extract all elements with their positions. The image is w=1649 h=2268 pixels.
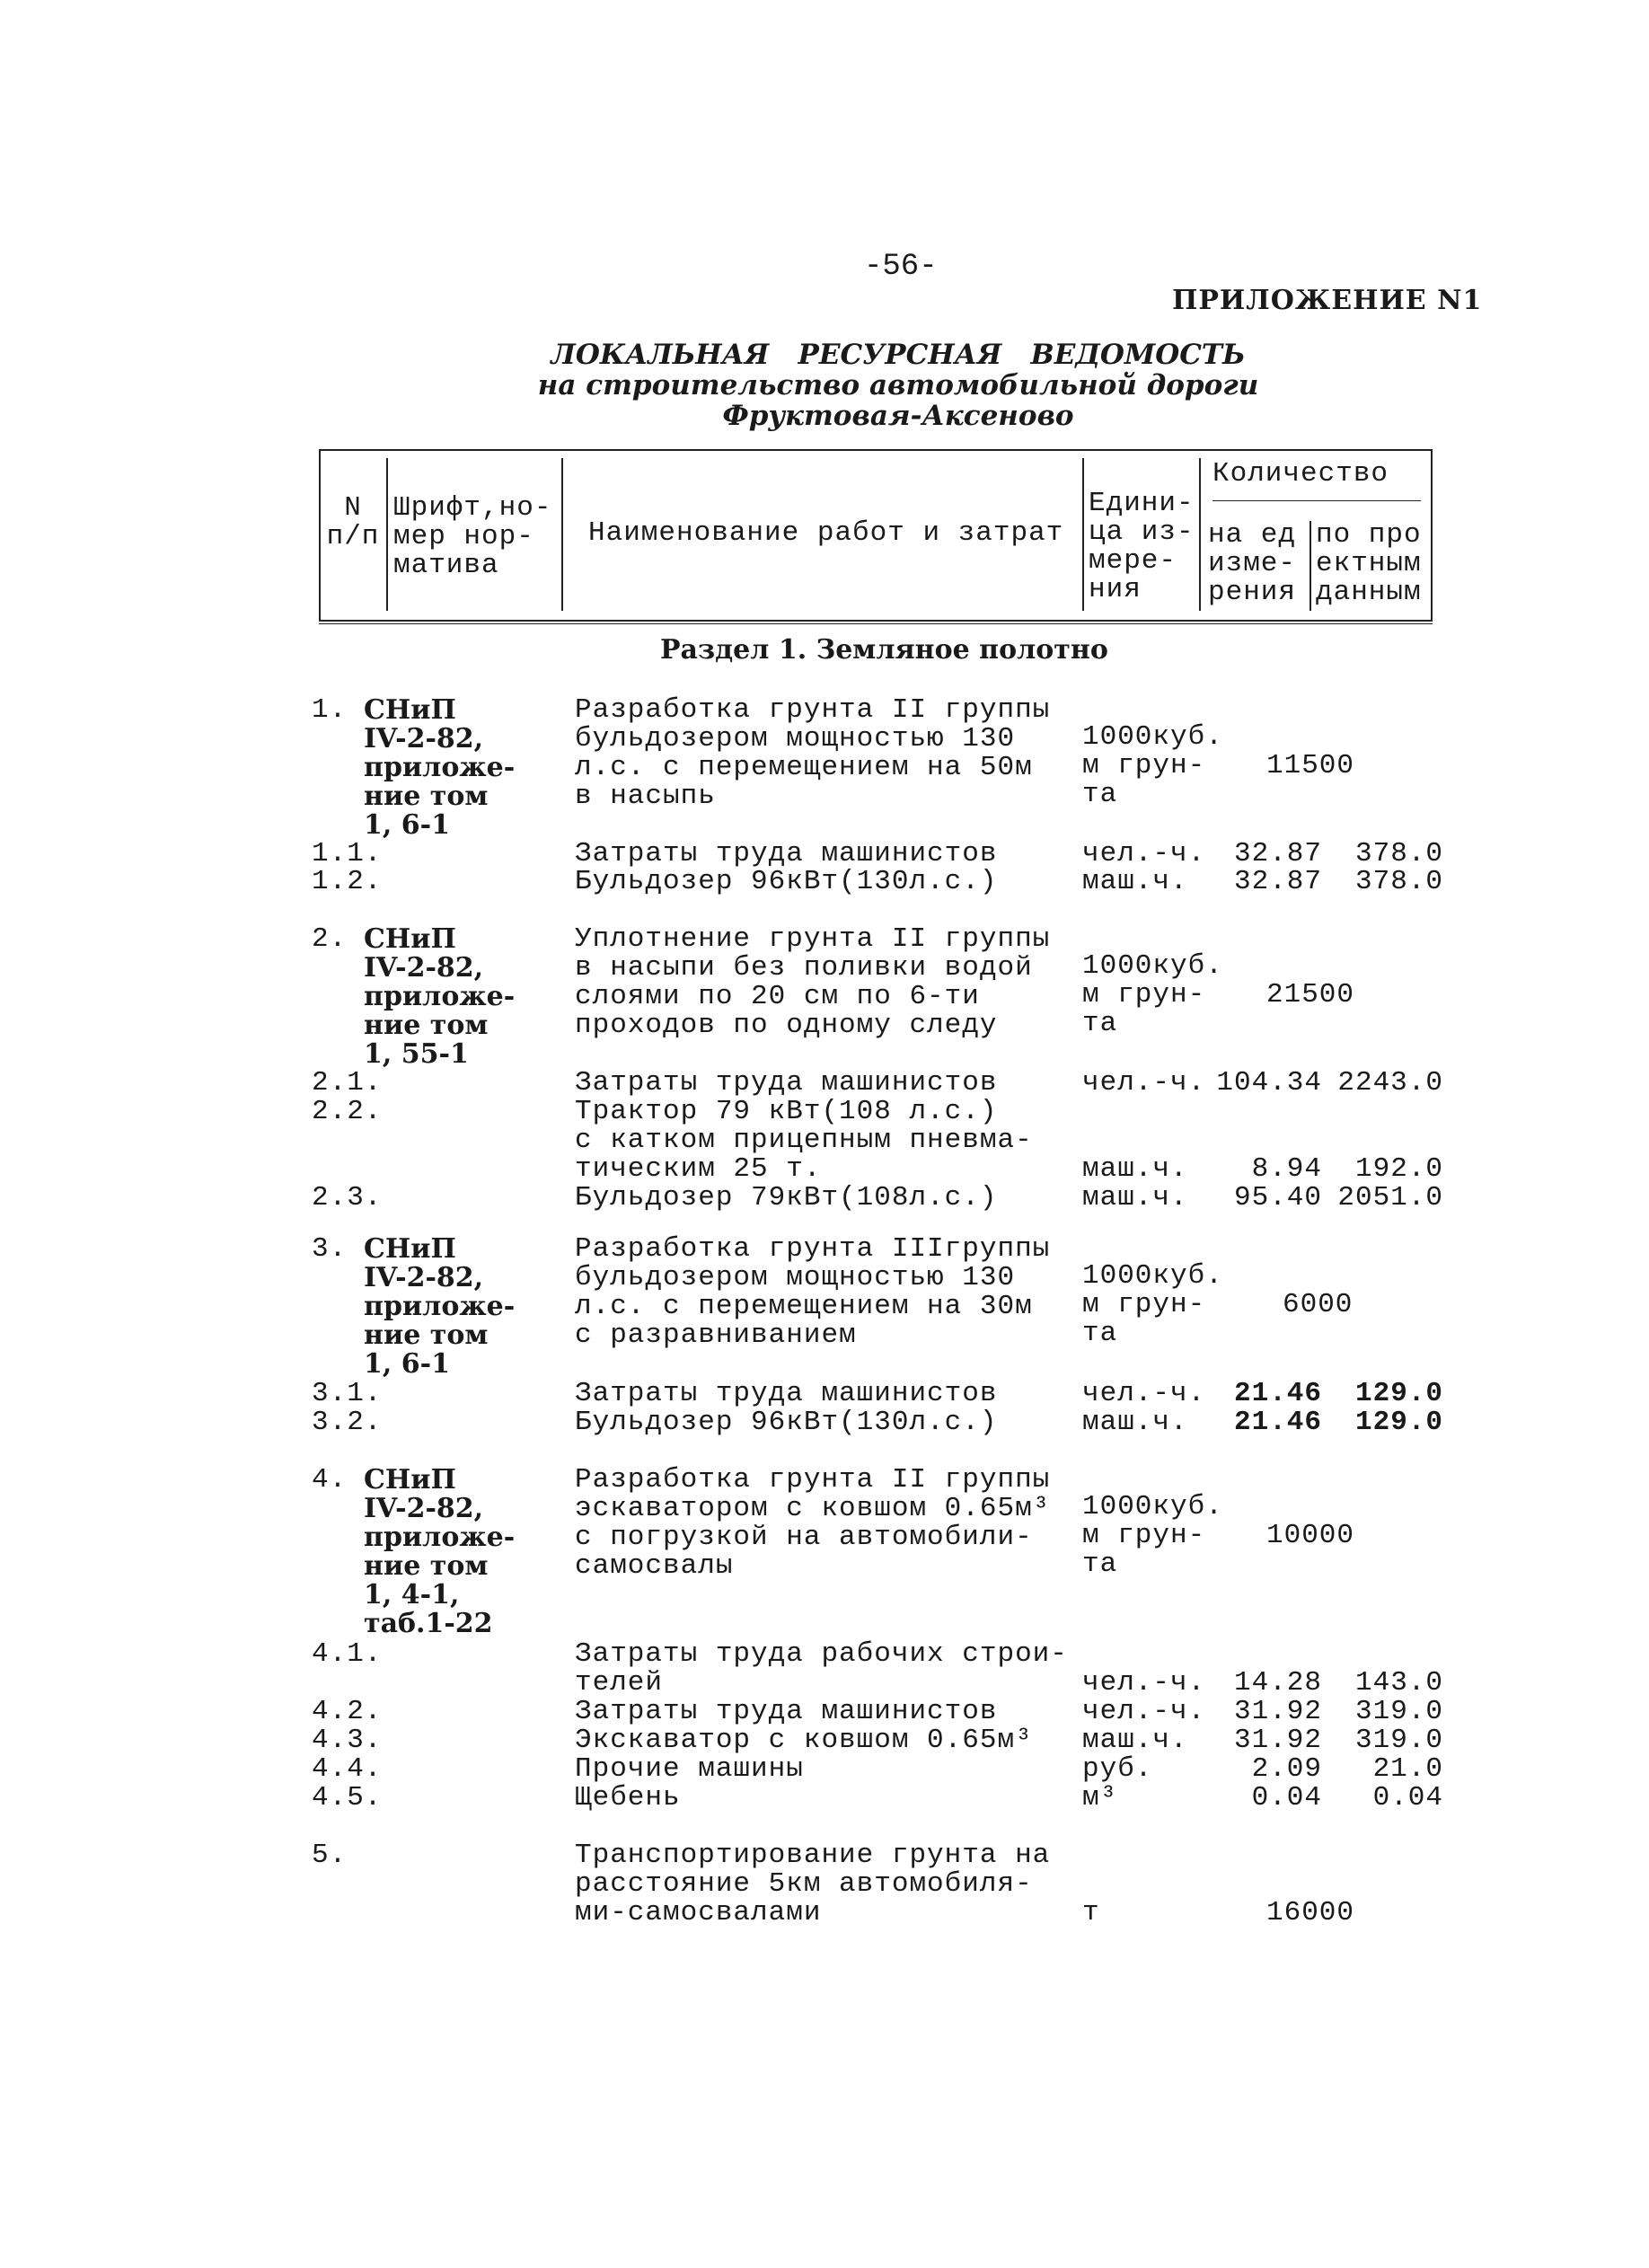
- header-col-qty: Количество: [1212, 458, 1389, 490]
- row-num: 4.3.: [312, 1725, 383, 1756]
- header-col-unit: Едини- ца из- мере- ния: [1089, 488, 1195, 605]
- row-name: Разработка грунта IIIгруппы бульдозером мощностью 130 л.с. с перемещением на 30м с разравниванием: [575, 1233, 1051, 1351]
- section-title: Раздел 1. Земляное полотно: [660, 634, 1108, 666]
- row-per-unit: 2.09: [1251, 1753, 1322, 1785]
- row-unit: 1000куб. м грун- та: [1082, 1491, 1223, 1580]
- row-name: Трактор 79 кВт(108 л.с.) с катком прицепным пневма- тическим 25 т.: [575, 1096, 1033, 1185]
- header-divider-3: [1082, 458, 1084, 611]
- row-unit: маш.ч.: [1082, 1153, 1188, 1185]
- row-per-unit: 0.04: [1251, 1782, 1322, 1814]
- row-unit: маш.ч.: [1082, 866, 1188, 897]
- header-right-border: [1431, 449, 1433, 620]
- row-num: 5.: [312, 1840, 348, 1871]
- header-top-rule: [319, 449, 1433, 451]
- header-col-name: Наименование работ и затрат: [588, 517, 1064, 549]
- row-unit: маш.ч.: [1082, 1407, 1188, 1438]
- header-bottom-rule-2: [319, 623, 1433, 624]
- row-per-unit: 31.92: [1233, 1725, 1322, 1756]
- row-per-unit: 32.87: [1233, 866, 1322, 897]
- header-divider-5: [1310, 521, 1311, 611]
- row-num: 2.2.: [312, 1096, 383, 1127]
- row-num: 4.: [312, 1464, 348, 1496]
- row-unit: маш.ч.: [1082, 1182, 1188, 1213]
- row-code: СНиП IV-2-82, приложе- ние том 1, 6-1: [364, 1233, 516, 1380]
- row-name: Бульдозер 96кВт(130л.с.): [575, 866, 998, 897]
- header-col-num: N п/п: [326, 492, 380, 552]
- row-per-unit: 14.28: [1233, 1667, 1322, 1699]
- row-code: СНиП IV-2-82, приложе- ние том 1, 55-1: [364, 923, 516, 1070]
- row-name: Экскаватор с ковшом 0.65м³: [575, 1725, 1033, 1756]
- document-title-line2: на строительство автомобильной дороги: [537, 369, 1259, 402]
- header-col-code: Шрифт,но- мер нор- матива: [393, 492, 552, 581]
- header-divider-4: [1199, 458, 1201, 611]
- row-num: 2.3.: [312, 1182, 383, 1213]
- row-total: 2051.0: [1337, 1182, 1443, 1213]
- row-unit: руб.: [1082, 1753, 1153, 1785]
- row-name: Разработка грунта II группы бульдозером мощностью 130 л.с. с перемещением на 50м в насыпь: [575, 694, 1051, 812]
- row-unit: м³: [1082, 1782, 1118, 1814]
- row-num: 4.4.: [312, 1753, 383, 1785]
- header-divider-2: [561, 458, 563, 611]
- row-per-unit: 8.94: [1251, 1153, 1322, 1185]
- row-total: 143.0: [1354, 1667, 1443, 1699]
- row-unit: чел.-ч.: [1082, 1696, 1206, 1727]
- row-total: 0.04: [1372, 1782, 1443, 1814]
- row-unit: 1000куб. м грун- та: [1082, 721, 1223, 810]
- row-name: Прочие машины: [575, 1753, 804, 1785]
- row-total: 378.0: [1354, 838, 1443, 869]
- row-total: 129.0: [1354, 1378, 1443, 1409]
- row-total: 10000: [1266, 1520, 1355, 1551]
- row-total: 11500: [1266, 750, 1355, 781]
- row-name: Затраты труда рабочих строи- телей: [575, 1638, 1068, 1699]
- row-name: Транспортирование грунта на расстояние 5км автомобиля- ми-самосвалами: [575, 1840, 1051, 1928]
- header-qty-rule: [1212, 500, 1421, 501]
- row-unit: чел.-ч.: [1082, 1378, 1206, 1409]
- row-total: 6000: [1283, 1289, 1354, 1320]
- header-col-qty-unit: на ед изме- рения: [1208, 519, 1297, 608]
- row-per-unit: 31.92: [1233, 1696, 1322, 1727]
- row-total: 21500: [1266, 979, 1355, 1010]
- row-num: 4.5.: [312, 1782, 383, 1814]
- row-num: 1.1.: [312, 838, 383, 869]
- header-bottom-rule: [319, 620, 1433, 622]
- row-total: 21.0: [1372, 1753, 1443, 1785]
- row-num: 1.: [312, 694, 348, 726]
- row-num: 2.1.: [312, 1067, 383, 1099]
- row-per-unit: 95.40: [1233, 1182, 1322, 1213]
- row-unit: чел.-ч.: [1082, 1667, 1206, 1699]
- header-divider-1: [386, 458, 388, 611]
- row-name: Разработка грунта II группы эскаватором с ковшом 0.65м³ с погрузкой на автомобили- самосвалы: [575, 1464, 1051, 1582]
- row-num: 2.: [312, 923, 348, 955]
- row-code: СНиП IV-2-82, приложе- ние том 1, 6-1: [364, 694, 516, 841]
- document-title-line3: Фруктовая-Аксеново: [722, 400, 1074, 432]
- row-num: 4.1.: [312, 1638, 383, 1670]
- row-num: 3.2.: [312, 1407, 383, 1438]
- row-unit: 1000куб. м грун- та: [1082, 950, 1223, 1039]
- row-total: 2243.0: [1337, 1067, 1443, 1099]
- row-unit: чел.-ч.: [1082, 1067, 1206, 1099]
- row-code: СНиП IV-2-82, приложе- ние том 1, 4-1, таб.1-22: [364, 1464, 516, 1639]
- row-per-unit: 104.34: [1216, 1067, 1322, 1099]
- document-title-line1: ЛОКАЛЬНАЯ РЕСУРСНАЯ ВЕДОМОСТЬ: [551, 339, 1246, 371]
- row-name: Щебень: [575, 1782, 681, 1814]
- row-name: Затраты труда машинистов: [575, 1067, 998, 1099]
- row-total: 129.0: [1354, 1407, 1443, 1438]
- row-unit: т: [1082, 1897, 1100, 1928]
- row-unit: 1000куб. м грун- та: [1082, 1260, 1223, 1349]
- row-per-unit: 21.46: [1233, 1378, 1322, 1409]
- row-total: 319.0: [1354, 1696, 1443, 1727]
- row-unit: чел.-ч.: [1082, 838, 1206, 869]
- row-total: 16000: [1266, 1897, 1355, 1928]
- row-num: 3.: [312, 1233, 348, 1265]
- header-col-qty-project: по про ектным данным: [1316, 519, 1422, 608]
- row-per-unit: 32.87: [1233, 838, 1322, 869]
- row-name: Затраты труда машинистов: [575, 1378, 998, 1409]
- row-name: Затраты труда машинистов: [575, 1696, 998, 1727]
- row-total: 378.0: [1354, 866, 1443, 897]
- page-number: -56-: [864, 250, 938, 284]
- row-name: Уплотнение грунта II группы в насыпи без поливки водой слоями по 20 см по 6-ти проходов по одному следу: [575, 923, 1051, 1041]
- row-num: 3.1.: [312, 1378, 383, 1409]
- appendix-label: ПРИЛОЖЕНИЕ N1: [1172, 285, 1483, 316]
- row-num: 4.2.: [312, 1696, 383, 1727]
- row-name: Бульдозер 79кВт(108л.с.): [575, 1182, 998, 1213]
- row-num: 1.2.: [312, 866, 383, 897]
- row-total: 192.0: [1354, 1153, 1443, 1185]
- row-unit: маш.ч.: [1082, 1725, 1188, 1756]
- row-name: Бульдозер 96кВт(130л.с.): [575, 1407, 998, 1438]
- row-name: Затраты труда машинистов: [575, 838, 998, 869]
- row-per-unit: 21.46: [1233, 1407, 1322, 1438]
- row-total: 319.0: [1354, 1725, 1443, 1756]
